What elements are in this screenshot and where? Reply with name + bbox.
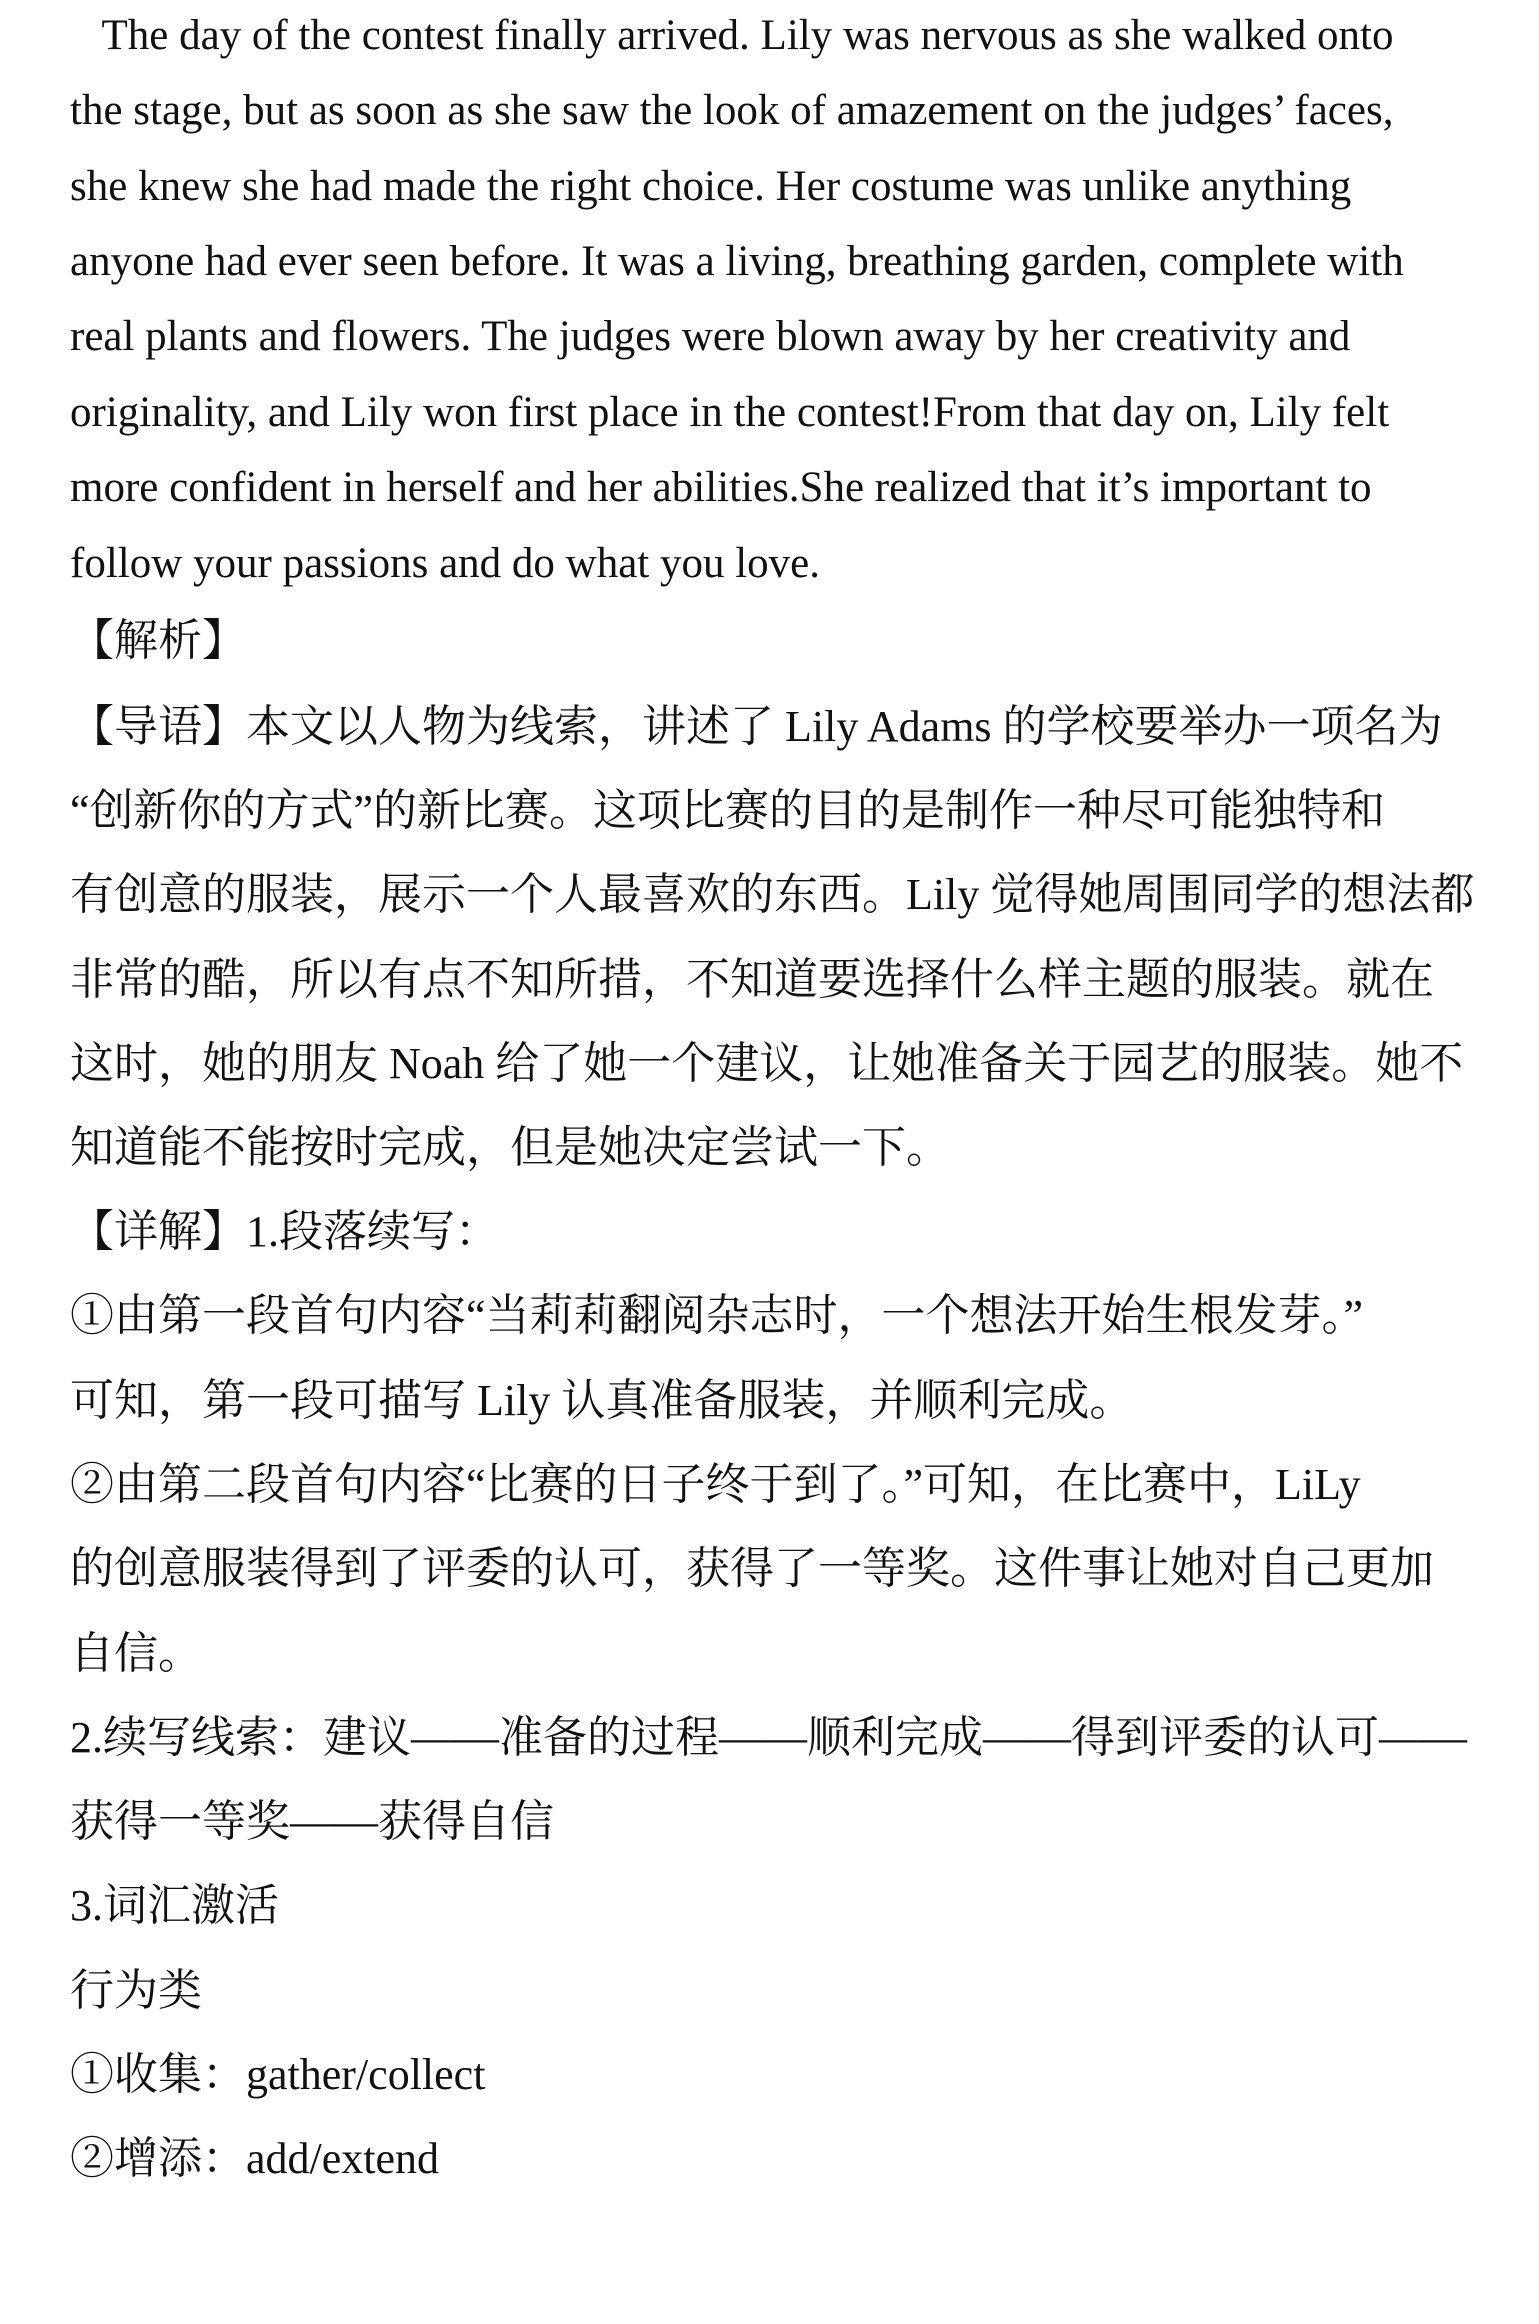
analysis-heading: 【解析】	[70, 616, 246, 665]
detail-line-1: ①由第一段首句内容“当莉莉翻阅杂志时，一个想法开始生根发芽。”	[70, 1291, 1364, 1340]
story-line-1: The day of the contest finally arrived. Lily was nervous as she walked onto	[70, 12, 1394, 59]
story-line-2: the stage, but as soon as she saw the look of amazement on the judges’ faces,	[70, 87, 1394, 134]
vocab-category: 行为类	[70, 1966, 202, 2015]
intro-line-3: 有创意的服装，展示一个人最喜欢的东西。Lily 觉得她周围同学的想法都	[70, 870, 1475, 919]
vocab-item-1: ①收集：gather/collect	[70, 2050, 486, 2099]
intro-line-6: 知道能不能按时完成，但是她决定尝试一下。	[70, 1123, 950, 1172]
intro-line-1: 【导语】本文以人物为线索，讲述了 Lily Adams 的学校要举办一项名为	[70, 702, 1443, 751]
story-line-3: she knew she had made the right choice. Her costume was unlike anything	[70, 163, 1352, 210]
detail-line-3: ②由第二段首句内容“比赛的日子终于到了。”可知，在比赛中，LiLy	[70, 1460, 1361, 1509]
intro-line-5: 这时，她的朋友 Noah 给了她一个建议，让她准备关于园艺的服装。她不	[70, 1039, 1464, 1088]
clue-line-2: 获得一等奖——获得自信	[70, 1797, 554, 1846]
vocab-heading: 3.词汇激活	[70, 1881, 279, 1930]
detail-line-4: 的创意服装得到了评委的认可，获得了一等奖。这件事让她对自己更加	[70, 1544, 1434, 1593]
detail-line-2: 可知，第一段可描写 Lily 认真准备服装，并顺利完成。	[70, 1376, 1134, 1425]
clue-line-1: 2.续写线索：建议——准备的过程——顺利完成——得到评委的认可——	[70, 1713, 1467, 1762]
story-line-8: follow your passions and do what you love.	[70, 540, 821, 587]
intro-line-4: 非常的酷，所以有点不知所措，不知道要选择什么样主题的服装。就在	[70, 955, 1434, 1004]
intro-line-2: “创新你的方式”的新比赛。这项比赛的目的是制作一种尽可能独特和	[70, 786, 1386, 835]
story-line-5: real plants and flowers. The judges were blown away by her creativity and	[70, 313, 1351, 360]
detail-heading: 【详解】1.段落续写：	[70, 1207, 499, 1256]
story-line-4: anyone had ever seen before. It was a living, breathing garden, complete with	[70, 238, 1404, 285]
story-line-6: originality, and Lily won first place in the contest!From that day on, Lily felt	[70, 389, 1390, 436]
detail-line-5: 自信。	[70, 1629, 202, 1678]
story-line-7: more confident in herself and her abilities.She realized that it’s important to	[70, 464, 1372, 511]
vocab-item-2: ②增添：add/extend	[70, 2134, 440, 2183]
